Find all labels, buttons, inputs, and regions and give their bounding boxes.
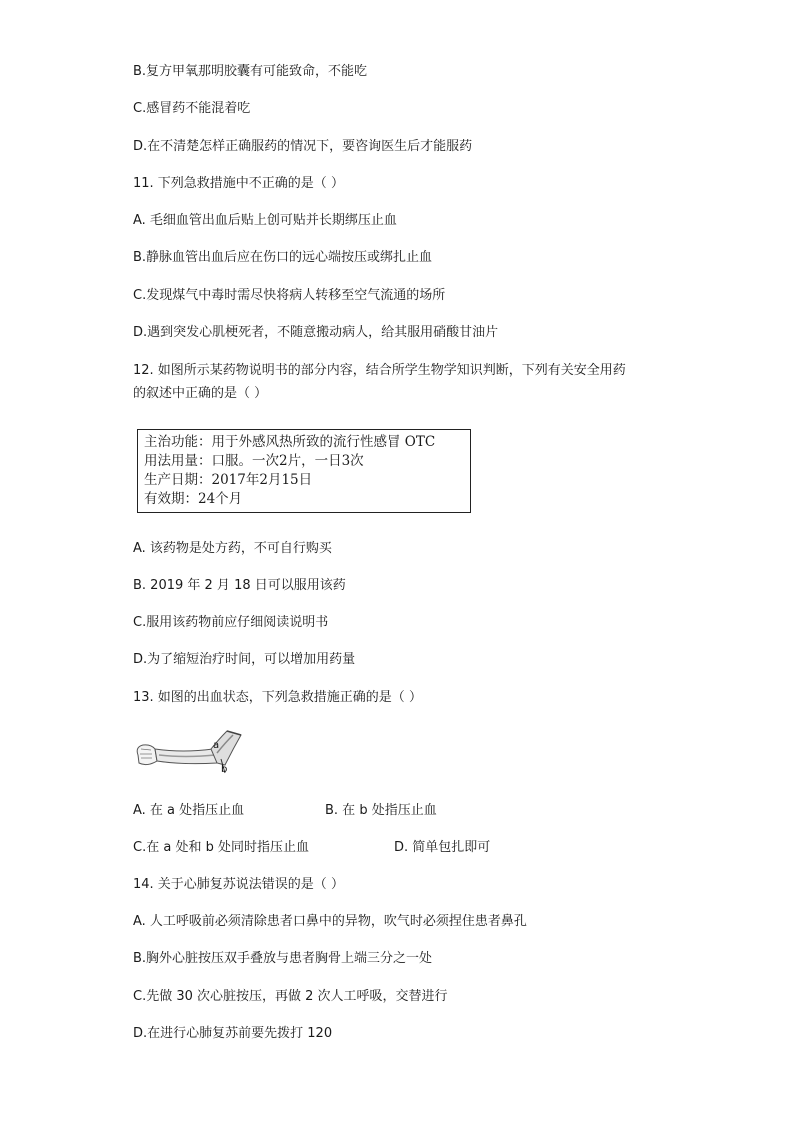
medicine-label-line: 用法用量：口服。一次2片，一日3次 xyxy=(144,453,364,469)
option-line: C.发现煤气中毒时需尽快将病人转移至空气流通的场所 xyxy=(133,288,446,303)
arm-bleeding-figure xyxy=(133,727,248,782)
option-line: D.为了缩短治疗时间，可以增加用药量 xyxy=(133,652,356,667)
figure-label-a: a xyxy=(213,740,220,751)
option-line: C.先做 30 次心脏按压，再做 2 次人工呼吸，交替进行 xyxy=(133,989,448,1004)
option-line: A. 毛细血管出血后贴上创可贴并长期绑压止血 xyxy=(133,213,397,228)
option-line: A. 人工呼吸前必须清除患者口鼻中的异物，吹气时必须捏住患者鼻孔 xyxy=(133,914,527,929)
option-line: A. 在 a 处指压止血 xyxy=(133,803,245,818)
option-line: B.胸外心脏按压双手叠放与患者胸骨上端三分之一处 xyxy=(133,951,433,966)
figure-label-b: b xyxy=(221,764,228,775)
question-12-cont: 的叙述中正确的是（ ） xyxy=(133,386,268,401)
question-13: 13. 如图的出血状态，下列急救措施正确的是（ ） xyxy=(133,690,422,705)
medicine-label-box xyxy=(137,429,471,513)
question-11: 11. 下列急救措施中不正确的是（ ） xyxy=(133,176,344,191)
option-line: B.静脉血管出血后应在伤口的远心端按压或绑扎止血 xyxy=(133,250,433,265)
option-line: C.在 a 处和 b 处同时指压止血 xyxy=(133,840,309,855)
question-12: 12. 如图所示某药物说明书的部分内容，结合所学生物学知识判断，下列有关安全用药 xyxy=(133,363,626,378)
option-line: D. 简单包扎即可 xyxy=(394,840,491,855)
option-line: B. 在 b 处指压止血 xyxy=(325,803,437,818)
medicine-label-line: 生产日期：2017年2月15日 xyxy=(144,472,313,488)
option-line: A. 该药物是处方药，不可自行购买 xyxy=(133,541,332,556)
option-line: D.在不清楚怎样正确服药的情况下，要咨询医生后才能服药 xyxy=(133,139,473,154)
option-line: C.感冒药不能混着吃 xyxy=(133,101,251,116)
medicine-label-line: 有效期：24个月 xyxy=(144,491,243,507)
question-14: 14. 关于心肺复苏说法错误的是（ ） xyxy=(133,877,344,892)
option-line: D.遇到突发心肌梗死者，不随意搬动病人，给其服用硝酸甘油片 xyxy=(133,325,499,340)
option-line: B. 2019 年 2 月 18 日可以服用该药 xyxy=(133,578,346,593)
option-line: B.复方甲氧那明胶囊有可能致命，不能吃 xyxy=(133,64,368,79)
option-line: C.服用该药物前应仔细阅读说明书 xyxy=(133,615,329,630)
medicine-label-line: 主治功能：用于外感风热所致的流行性感冒 OTC xyxy=(144,434,436,450)
option-line: D.在进行心肺复苏前要先拨打 120 xyxy=(133,1026,333,1041)
